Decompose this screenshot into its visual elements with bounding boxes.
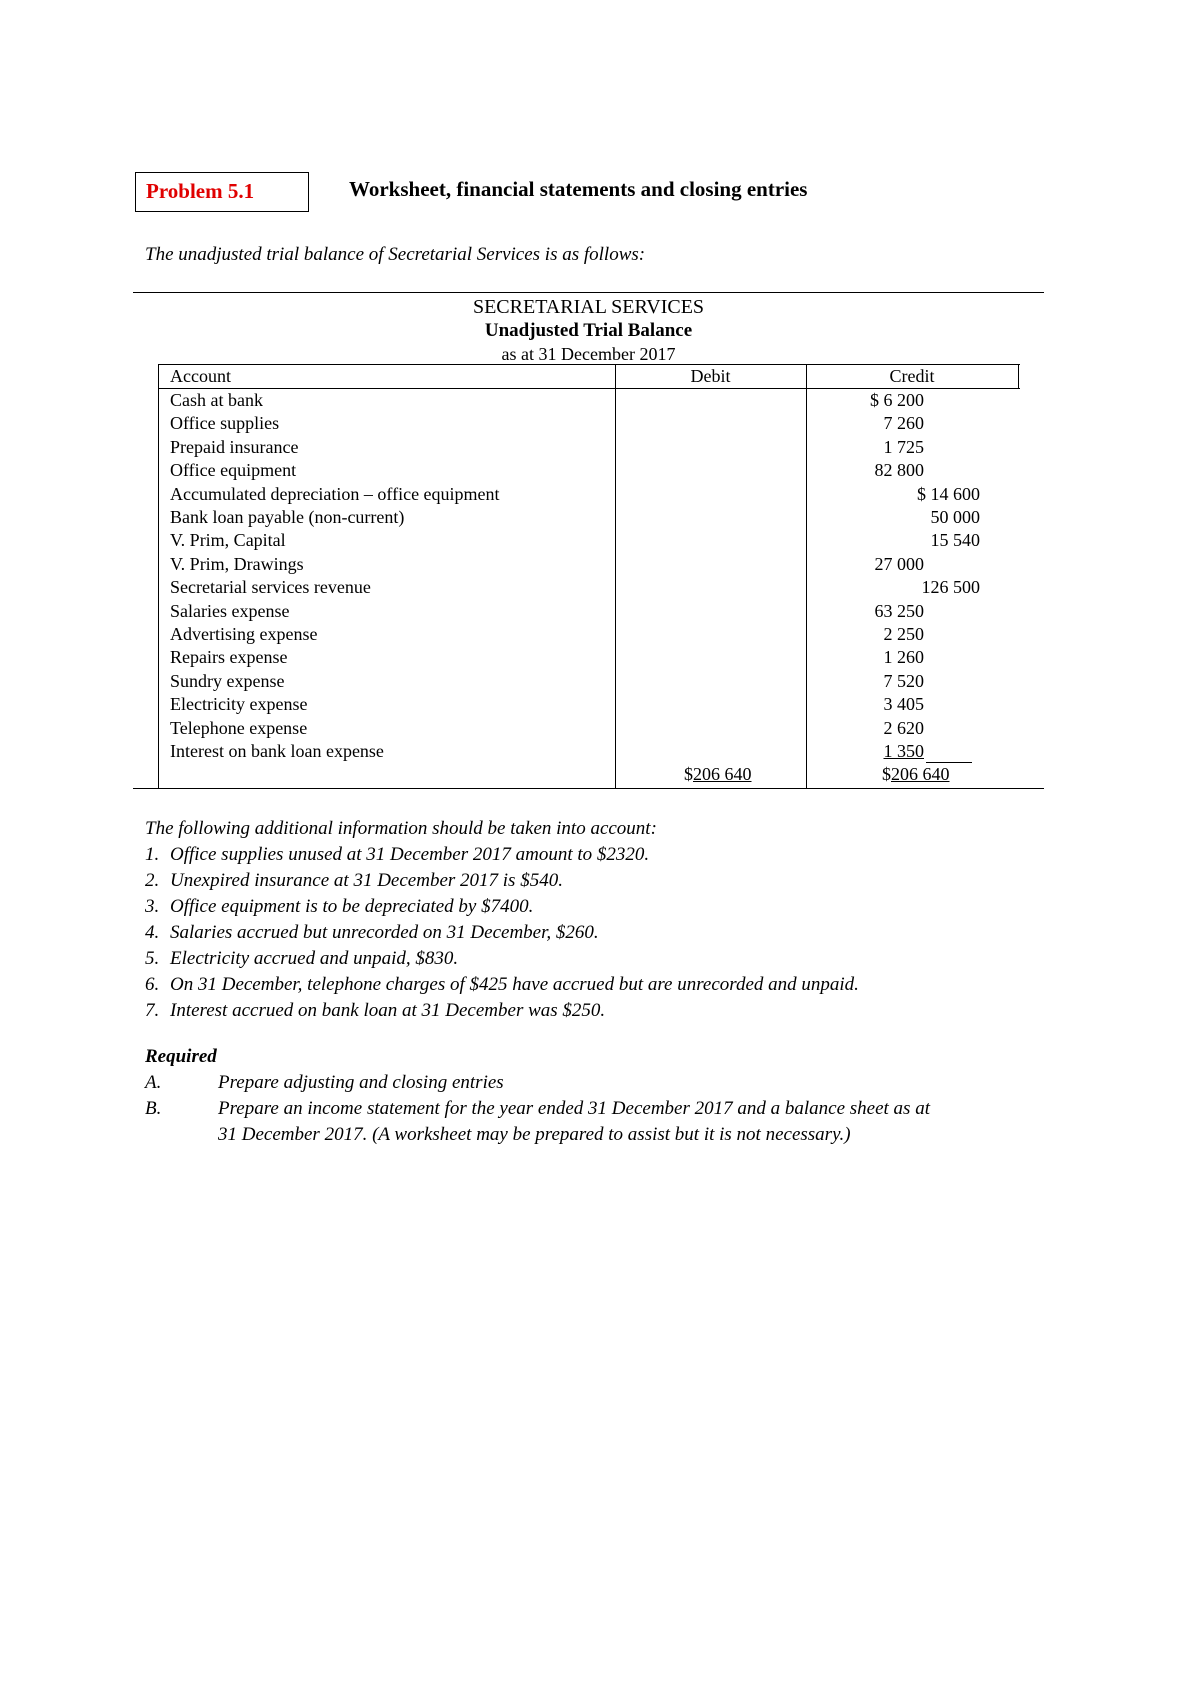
additional-information xyxy=(145,818,859,1026)
additional-info-list xyxy=(145,844,859,1026)
item-text: Office equipment is to be depreciated by $7400. xyxy=(170,896,534,917)
item-text: Office supplies unused at 31 December 2017 amount to $2320. xyxy=(170,844,650,865)
credit-amount: 126 500 xyxy=(921,577,980,598)
table-row xyxy=(158,671,1021,694)
item-text: Interest accrued on bank loan at 31 December was $250. xyxy=(170,1000,606,1021)
item-number: 2. xyxy=(145,870,160,891)
required-item-b xyxy=(145,1098,930,1120)
table-row xyxy=(158,624,1021,647)
account-name: Telephone expense xyxy=(170,717,308,738)
item-number: 5. xyxy=(145,948,160,969)
problem-title: Worksheet, financial statements and closing entries xyxy=(349,177,808,201)
debit-amount: 1 350 xyxy=(883,741,924,761)
table-row xyxy=(158,647,1021,670)
account-name: Secretarial services revenue xyxy=(170,577,371,598)
debit-amount: 7 520 xyxy=(883,670,924,691)
required-letter: B. xyxy=(145,1098,162,1119)
item-number: 3. xyxy=(145,896,160,917)
header-credit: Credit xyxy=(889,366,935,386)
credit-subtotal-rule xyxy=(926,762,972,763)
table-bottom-rule xyxy=(133,788,1044,789)
additional-info-item xyxy=(145,896,859,922)
account-name: Sundry expense xyxy=(170,670,285,691)
required-text: Prepare adjusting and closing entries xyxy=(218,1072,504,1093)
debit-amount: 7 260 xyxy=(883,413,924,434)
required-text-continued: 31 December 2017. (A worksheet may be prepared to assist but it is not necessary.) xyxy=(218,1124,851,1145)
account-name: Salaries expense xyxy=(170,600,290,621)
debit-amount: 63 250 xyxy=(874,600,924,621)
table-row xyxy=(158,718,1021,741)
account-name: Bank loan payable (non-current) xyxy=(170,507,405,527)
required-letter: A. xyxy=(145,1072,162,1093)
credit-total-value: 206 640 xyxy=(891,764,950,784)
account-name: V. Prim, Drawings xyxy=(170,553,304,574)
trial-balance-table xyxy=(158,364,1021,788)
table-row xyxy=(158,460,1021,483)
table-top-rule xyxy=(133,292,1044,293)
credit-amount: 15 540 xyxy=(930,530,980,551)
company-name: SECRETARIAL SERVICES xyxy=(472,296,705,318)
trial-balance-title: Unadjusted Trial Balance xyxy=(484,320,693,341)
account-name: V. Prim, Capital xyxy=(170,530,286,551)
account-name: Office equipment xyxy=(170,460,297,481)
required-item-b-continued xyxy=(145,1124,851,1146)
debit-total-value: 206 640 xyxy=(693,764,752,784)
debit-total-currency: $ xyxy=(684,764,693,784)
additional-info-item xyxy=(145,870,859,896)
header-bottom-line xyxy=(158,388,1020,389)
debit-amount: 82 800 xyxy=(874,460,924,481)
item-text: Unexpired insurance at 31 December 2017 is $540. xyxy=(170,870,563,891)
account-name: Cash at bank xyxy=(170,390,263,410)
additional-info-item xyxy=(145,922,859,948)
problem-label-box xyxy=(135,172,309,212)
item-number: 1. xyxy=(145,844,160,865)
additional-info-item xyxy=(145,974,859,1000)
debit-amount: 3 405 xyxy=(883,694,924,715)
intro-text: The unadjusted trial balance of Secretarial Services is as follows: xyxy=(145,244,646,265)
credit-amount: 50 000 xyxy=(930,507,980,527)
table-row xyxy=(158,390,1021,413)
table-row xyxy=(158,507,1021,530)
debit-amount: $ 6 200 xyxy=(870,390,924,410)
problem-label: Problem 5.1 xyxy=(146,179,255,203)
credit-amount: $ 14 600 xyxy=(917,483,980,504)
additional-info-item xyxy=(145,844,859,870)
account-name: Accumulated depreciation – office equipment xyxy=(170,483,500,504)
account-name: Repairs expense xyxy=(170,647,288,668)
additional-info-item xyxy=(145,948,859,974)
account-name: Prepaid insurance xyxy=(170,436,299,457)
debit-amount: 1 260 xyxy=(883,647,924,668)
required-text: Prepare an income statement for the year ended 31 December 2017 and a balance sheet as at xyxy=(218,1098,930,1119)
table-row xyxy=(158,577,1021,600)
header-account: Account xyxy=(170,366,231,386)
item-text: On 31 December, telephone charges of $425 have accrued but are unrecorded and unpaid. xyxy=(170,974,859,995)
header-debit: Debit xyxy=(690,366,731,386)
additional-info-heading: The following additional information should be taken into account: xyxy=(145,818,657,839)
table-row xyxy=(158,530,1021,553)
table-row xyxy=(158,484,1021,507)
header-top-line xyxy=(158,364,1020,365)
item-number: 4. xyxy=(145,922,160,943)
debit-amount: 2 250 xyxy=(883,624,924,644)
credit-total-currency: $ xyxy=(882,764,891,784)
account-name: Interest on bank loan expense xyxy=(170,741,384,761)
table-row xyxy=(158,413,1021,436)
additional-info-item xyxy=(145,1000,859,1026)
debit-amount: 2 620 xyxy=(883,717,924,738)
table-row xyxy=(158,741,1021,764)
item-text: Electricity accrued and unpaid, $830. xyxy=(170,948,459,969)
account-name: Advertising expense xyxy=(170,624,318,644)
item-text: Salaries accrued but unrecorded on 31 December, $260. xyxy=(170,922,599,943)
debit-amount: 27 000 xyxy=(874,553,924,574)
item-number: 6. xyxy=(145,974,160,995)
required-heading: Required xyxy=(145,1046,217,1067)
debit-total xyxy=(684,764,752,785)
table-row xyxy=(158,437,1021,460)
account-name: Office supplies xyxy=(170,413,280,434)
account-name: Electricity expense xyxy=(170,694,308,715)
table-row xyxy=(158,601,1021,624)
required-item-a xyxy=(145,1072,504,1094)
debit-amount: 1 725 xyxy=(883,436,924,457)
trial-balance-date: as at 31 December 2017 xyxy=(501,344,676,364)
table-right-border xyxy=(1018,364,1019,388)
table-row xyxy=(158,694,1021,717)
item-number: 7. xyxy=(145,1000,160,1021)
credit-total xyxy=(882,764,950,785)
table-row xyxy=(158,554,1021,577)
